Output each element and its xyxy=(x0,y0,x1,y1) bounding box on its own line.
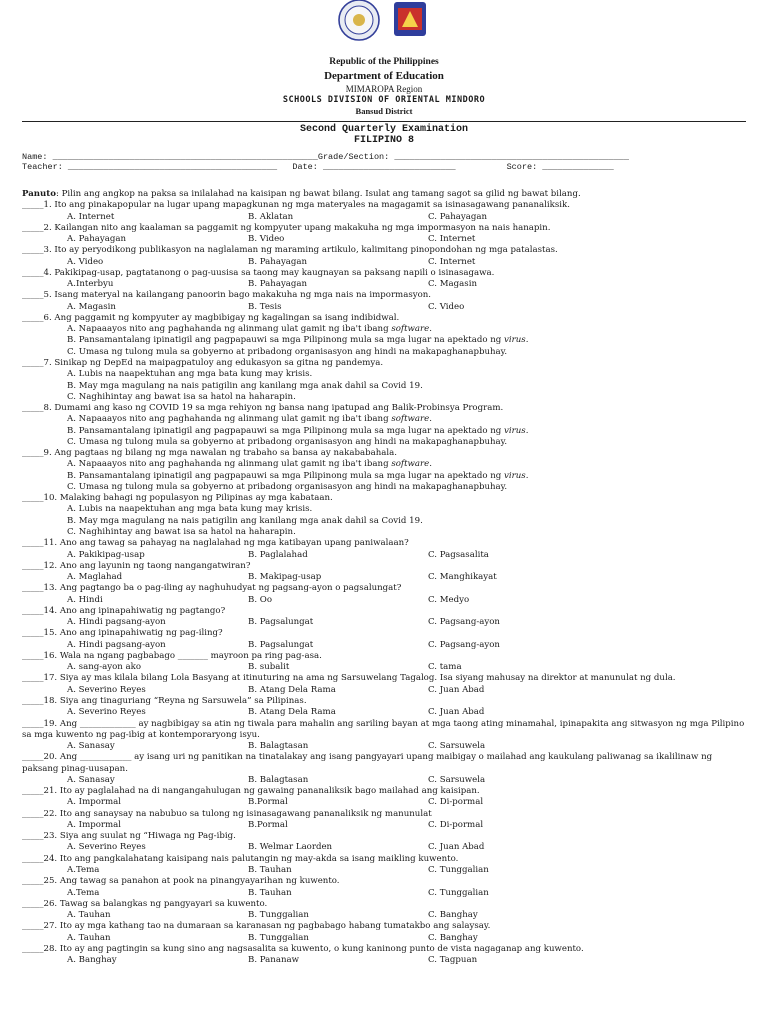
deped-seal-logo xyxy=(322,0,446,58)
choice-a: A.Tema xyxy=(67,887,100,898)
question-8-choice-a: A. Napaaayos nito ang paghahanda ng alinmang ulat gamit ng iba't ibang software. xyxy=(67,414,432,425)
choice-b: B. Tunggalian xyxy=(248,910,309,921)
choice-a: A.Interbyu xyxy=(67,279,114,290)
choice-c: C. Tunggalian xyxy=(428,887,489,898)
question-6-choice-b: B. Pansamantalang ipinatigil ang pagpapauwi sa mga Pilipinong mula sa mga lugar na apektado ng virus. xyxy=(67,335,529,346)
question-21-choices xyxy=(22,797,750,808)
question-28: _____28. Ito ay ang pagtingin sa kung sino ang nagsasalita sa kuwento, o kung kaninong punto de vista nagaganap ang kuwento. xyxy=(22,943,584,954)
choice-a: A. Hindi pagsang-ayon xyxy=(67,639,166,650)
question-10-choice-a: A. Lubis na naapektuhan ang mga bata kung may krisis. xyxy=(67,504,313,515)
question-5-choices xyxy=(22,302,750,313)
panuto-label: Panuto xyxy=(22,189,56,199)
department-label: Department of Education xyxy=(324,69,444,82)
choice-a: A. sang-ayon ako xyxy=(67,662,142,673)
question-20-choices xyxy=(22,775,750,786)
question-4-choices xyxy=(22,279,750,290)
choice-c: C. Tunggalian xyxy=(428,865,489,876)
choice-b: B. Tunggalian xyxy=(248,932,309,943)
question-23: _____23. Siya ang suulat ng “Hiwaga ng Pag-ibig. xyxy=(22,831,236,842)
question-9-choice-a: A. Napaaayos nito ang paghahanda ng alinmang ulat gamit ng iba't ibang software. xyxy=(67,459,432,470)
question-27-choices xyxy=(22,933,750,944)
exam-subject: FILIPINO 8 xyxy=(353,135,414,146)
question-12-choices xyxy=(22,572,750,583)
choice-c: C. Juan Abad xyxy=(428,684,485,695)
choice-b: B. Atang Dela Rama xyxy=(248,684,336,695)
choice-c: C. Internet xyxy=(428,256,476,267)
choice-c: C. Video xyxy=(428,301,465,312)
question-2-choices xyxy=(22,234,750,245)
question-27: _____27. Ito ay mga kathang tao na dumaraan sa karanasan ng pagbabago habang tumatakbo ang salaysay. xyxy=(22,921,491,932)
choice-c: C. tama xyxy=(428,662,462,673)
choice-c: C. Medyo xyxy=(428,594,470,605)
choice-c: C. Banghay xyxy=(428,932,478,943)
choice-b: B. Pahayagan xyxy=(248,279,308,290)
choice-a: A. Severino Reyes xyxy=(67,684,146,695)
question-6: _____6. Ang paggamit ng kompyuter ay magbibigay ng kagalingan sa isang indibidwal. xyxy=(22,312,400,323)
question-10-choice-c: C. Naghihintay ang bawat isa sa hatol na haharapin. xyxy=(67,526,296,537)
question-17-choices xyxy=(22,685,750,696)
choice-c: C. Sarsuwela xyxy=(428,774,486,785)
question-8: _____8. Dumami ang kaso ng COVID 19 sa mga rehiyon ng bansa nang ipatupad ang Balik-Probinsya Program. xyxy=(22,403,504,414)
choice-a: A. Maglahad xyxy=(67,572,123,583)
choice-c: C. Di-pormal xyxy=(428,797,484,808)
choice-b: B. subalit xyxy=(248,662,290,673)
choice-b: B. Paglalahad xyxy=(248,549,308,560)
choice-c: C. Sarsuwela xyxy=(428,741,486,752)
choice-c: C. Internet xyxy=(428,234,476,245)
question-7-choice-b: B. May mga magulang na nais patigilin ang kanilang mga anak dahil sa Covid 19. xyxy=(67,380,423,391)
choice-b: B. Pahayagan xyxy=(248,256,308,267)
question-11-choices xyxy=(22,550,750,561)
question-13-choices xyxy=(22,595,750,606)
choice-b: B. Tauhan xyxy=(248,865,292,876)
question-25: _____25. Ang tawag sa panahon at pook na pinangyayarihan ng kuwento. xyxy=(22,876,340,887)
choice-b: B. Video xyxy=(248,234,285,245)
question-14-choices xyxy=(22,617,750,628)
choice-a: A. Tauhan xyxy=(67,932,111,943)
region-label: MIMAROPA Region xyxy=(345,83,423,94)
question-24: _____24. Ito ang pangkalahatang kaisipang nais palutangin ng may-akda sa isang maikling kuwento. xyxy=(22,853,459,864)
choice-b: B.Pormal xyxy=(248,819,288,830)
choice-b: B. Balagtasan xyxy=(248,774,309,785)
question-21: _____21. Ito ay paglalahad na di nangangahulugan ng gawaing pananaliksik bago mailahad ang kaisipan. xyxy=(22,786,480,797)
choice-a: A. Pakikipag-usap xyxy=(67,549,145,560)
choice-b: B. Pagsalungat xyxy=(248,639,314,650)
question-23-choices xyxy=(22,842,750,853)
question-11: _____11. Ano ang tawag sa pahayag na naglalahad ng mga katibayan upang paniwalaan? xyxy=(22,538,409,549)
question-9-choice-c: C. Umasa ng tulong mula sa gobyerno at pribadong organisasyon ang hindi na makapaghanapbuhay. xyxy=(67,481,508,492)
question-7-choice-c: C. Naghihintay ang bawat isa sa hatol na haharapin. xyxy=(67,391,296,402)
choice-c: C. Juan Abad xyxy=(428,842,485,853)
choice-a: A. Banghay xyxy=(67,955,117,966)
choice-b: B. Oo xyxy=(248,594,272,605)
question-7-choice-a: A. Lubis na naapektuhan ang mga bata kung may krisis. xyxy=(67,369,313,380)
question-16-choices xyxy=(22,662,750,673)
choice-c: C. Pahayagan xyxy=(428,211,488,222)
question-24-choices xyxy=(22,865,750,876)
question-19: _____19. Ang _____________ ay nagbibigay sa atin ng tiwala para mahalin ang sariling bayan at mga taong ating minamahal, ipinapakita ang sitwasyon ng mga Pilipino sa mga kuwento ng pag-ibig at kontemporaryong isyu. xyxy=(22,718,745,740)
choice-c: C. Pagsang-ayon xyxy=(428,639,500,650)
choice-b: B. Welmar Laorden xyxy=(248,842,333,853)
question-7: _____7. Sinikap ng DepEd na maipagpatuloy ang edukasyon sa gitna ng pandemya. xyxy=(22,357,384,368)
question-10-choice-b: B. May mga magulang na nais patigilin ang kanilang mga anak dahil sa Covid 19. xyxy=(67,515,423,526)
choice-c: C. Pagsang-ayon xyxy=(428,617,500,628)
choice-c: C. Di-pormal xyxy=(428,819,484,830)
question-2: _____2. Kailangan nito ang kaalaman sa paggamit ng kompyuter upang makakuha ng mga impormasyon na nais hanapin. xyxy=(22,222,551,233)
question-9: _____9. Ang pagtaas ng bilang ng mga nawalan ng trabaho sa bansa ay nakababahala. xyxy=(22,448,397,459)
teacher-date-score-line[interactable]: Teacher: _________________________________________ Date: __________________________ Score: ______________ xyxy=(22,162,614,172)
choice-a: A.Tema xyxy=(67,865,100,876)
choice-a: A. Pahayagan xyxy=(67,234,126,245)
question-19-choices xyxy=(22,741,750,752)
choice-b: B. Pananaw xyxy=(248,955,299,966)
name-grade-line[interactable]: Name: ____________________________________________________Grade/Section: ______________________________________________ xyxy=(22,152,629,162)
question-1-choices xyxy=(22,212,750,223)
choice-b: B. Balagtasan xyxy=(248,741,309,752)
question-18-choices xyxy=(22,707,750,718)
panuto-text: : Pilin ang angkop na paksa sa inilalahad na kaisipan ng bawat bilang. Isulat ang tamang sagot sa gilid ng bawat bilang. xyxy=(56,189,581,199)
division-label: SCHOOLS DIVISION OF ORIENTAL MINDORO xyxy=(282,94,486,105)
question-8-choice-c: C. Umasa ng tulong mula sa gobyerno at pribadong organisasyon ang hindi na makapaghanapbuhay. xyxy=(67,436,508,447)
choice-c: C. Juan Abad xyxy=(428,707,485,718)
header-divider xyxy=(22,121,746,122)
choice-b: B. Pagsalungat xyxy=(248,617,314,628)
question-9-choice-b: B. Pansamantalang ipinatigil ang pagpapauwi sa mga Pilipinong mula sa mga lugar na apektado ng virus. xyxy=(67,470,529,481)
question-1: _____1. Ito ang pinakapopular na lugar upang mapagkunan ng mga materyales na magagamit sa isinasagawang pananaliksik. xyxy=(22,200,570,211)
question-4: _____4. Pakikipag-usap, pagtatanong o pag-uusisa sa taong may kaugnayan sa paksang napili o isinasagawa. xyxy=(22,267,495,278)
exam-heading xyxy=(0,124,768,146)
question-22: _____22. Ito ang sanaysay na nabubuo sa tulong ng isinasagawang pananaliksik ng manunulat xyxy=(22,808,432,819)
choice-c: C. Banghay xyxy=(428,910,478,921)
question-15: _____15. Ano ang ipinapahiwatig ng pag-iling? xyxy=(22,628,223,639)
letterhead xyxy=(0,58,768,116)
choice-b: B. Atang Dela Rama xyxy=(248,707,336,718)
exam-body xyxy=(22,189,750,966)
choice-b: B. Aklatan xyxy=(248,211,294,222)
choice-c: C. Pagsasalita xyxy=(428,549,489,560)
instructions xyxy=(22,189,750,200)
question-20: _____20. Ang ____________ ay isang uri ng panitikan na tinatalakay ang isang pangyayari upang maibigay o mailahad ang kaukulang paliwanag sa ikalilinaw ng paksang pinag-uusapan. xyxy=(22,752,713,774)
choice-a: A. Impormal xyxy=(67,797,122,808)
choice-a: A. Impormal xyxy=(67,819,122,830)
choice-a: A. Severino Reyes xyxy=(67,842,146,853)
choice-a: A. Hindi pagsang-ayon xyxy=(67,617,166,628)
choice-c: C. Magasin xyxy=(428,279,477,290)
choice-c: C. Tagpuan xyxy=(428,955,478,966)
choice-a: A. Tauhan xyxy=(67,910,111,921)
question-14: _____14. Ano ang ipinapahiwatig ng pagtango? xyxy=(22,605,226,616)
question-5: _____5. Isang materyal na kailangang panoorin bago makakuha ng mga nais na impormasyon. xyxy=(22,290,432,301)
choice-b: B. Makipag-usap xyxy=(248,572,322,583)
question-6-choice-a: A. Napaaayos nito ang paghahanda ng alinmang ulat gamit ng iba't ibang software. xyxy=(67,324,432,335)
question-13: _____13. Ang pagtango ba o pag-iling ay naghuhudyat ng pagsang-ayon o pagsalungat? xyxy=(22,583,402,594)
question-12: _____12. Ano ang layunin ng taong nangangatwiran? xyxy=(22,560,251,571)
question-16: _____16. Wala na ngang pagbabago _______ mayroon pa ring pag-asa. xyxy=(22,650,322,661)
question-26: _____26. Tawag sa balangkas ng pangyayari sa kuwento. xyxy=(22,898,268,909)
choice-a: A. Video xyxy=(67,256,104,267)
question-15-choices xyxy=(22,640,750,651)
district-label: Bansud District xyxy=(355,106,413,116)
question-25-choices xyxy=(22,888,750,899)
question-10: _____10. Malaking bahagi ng populasyon ng Pilipinas ay mga kabataan. xyxy=(22,493,333,504)
choice-a: A. Sanasay xyxy=(67,774,115,785)
republic-label: Republic of the Philippines xyxy=(329,57,439,67)
question-22-choices xyxy=(22,820,750,831)
question-28-choices xyxy=(22,955,750,966)
question-18: _____18. Siya ang tinaguriang “Reyna ng Sarsuwela” sa Pilipinas. xyxy=(22,695,307,706)
choice-c: C. Manghikayat xyxy=(428,572,497,583)
choice-b: B.Pormal xyxy=(248,797,288,808)
choice-a: A. Internet xyxy=(67,211,115,222)
question-6-choice-c: C. Umasa ng tulong mula sa gobyerno at pribadong organisasyon ang hindi na makapaghanapbuhay. xyxy=(67,346,508,357)
choice-a: A. Hindi xyxy=(67,594,103,605)
choice-b: B. Tesis xyxy=(248,301,282,312)
choice-a: A. Sanasay xyxy=(67,741,115,752)
exam-title: Second Quarterly Examination xyxy=(299,124,469,135)
question-8-choice-b: B. Pansamantalang ipinatigil ang pagpapauwi sa mga Pilipinong mula sa mga lugar na apektado ng virus. xyxy=(67,425,529,436)
question-3-choices xyxy=(22,257,750,268)
choice-a: A. Magasin xyxy=(67,301,116,312)
choice-b: B. Tauhan xyxy=(248,887,292,898)
question-26-choices xyxy=(22,910,750,921)
question-17: _____17. Siya ay mas kilala bilang Lola Basyang at itinuturing na ama ng Sarsuwelang Tagalog. Isa siyang mahusay na direktor at manunulat ng dula. xyxy=(22,673,676,684)
question-3: _____3. Ito ay peryodikong publikasyon na naglalaman ng maraming artikulo, kalimitang pinopondohan ng mga patalastas. xyxy=(22,245,558,256)
choice-a: A. Severino Reyes xyxy=(67,707,146,718)
